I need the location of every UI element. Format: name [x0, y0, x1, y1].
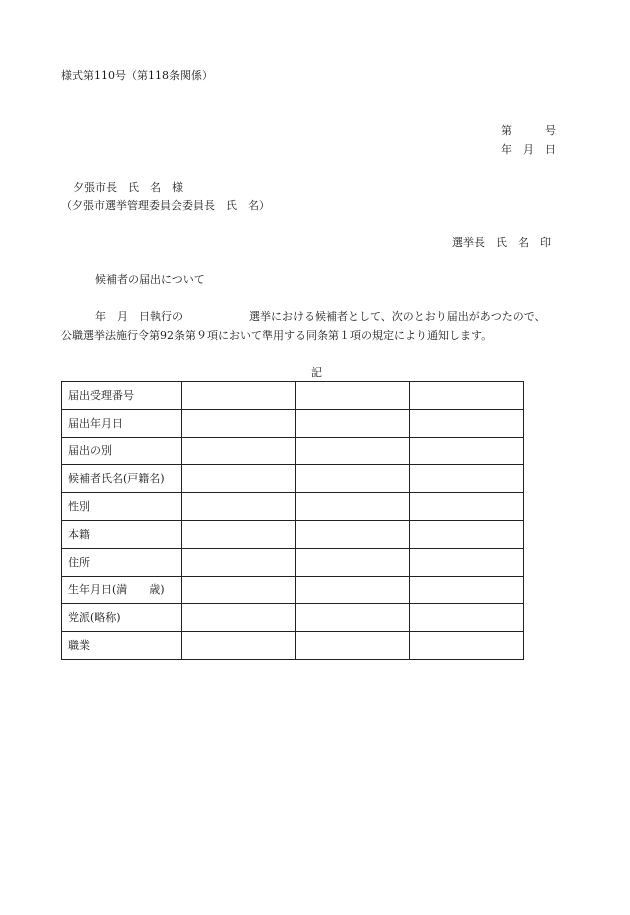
table-row — [62, 520, 524, 548]
body-text-line-2: 公職選挙法施行令第92条第９項において準用する同条第１項の規定により通知します。 — [61, 329, 493, 342]
entry-cell — [182, 493, 296, 521]
entry-cell — [182, 465, 296, 493]
entry-cell — [410, 465, 524, 493]
document-number-line: 第 号 — [501, 124, 556, 137]
table-row — [62, 576, 524, 604]
entry-cell — [296, 409, 410, 437]
sender-election-chief: 選挙長 氏 名 印 — [452, 236, 551, 249]
entry-cell — [296, 465, 410, 493]
form-number: 様式第110号（第118条関係） — [61, 69, 213, 82]
entry-cell — [410, 576, 524, 604]
entry-cell — [296, 520, 410, 548]
entry-cell — [182, 548, 296, 576]
document-subject: 候補者の届出について — [95, 273, 205, 286]
addressee-election-committee: （夕張市選挙管理委員会委員長 氏 名） — [61, 199, 270, 212]
entry-cell — [410, 632, 524, 660]
entry-cell — [410, 437, 524, 465]
entry-cell — [182, 576, 296, 604]
entry-cell — [296, 382, 410, 410]
entry-cell — [296, 576, 410, 604]
entry-cell — [296, 493, 410, 521]
entry-cell — [410, 382, 524, 410]
entry-cell — [410, 520, 524, 548]
table-row — [62, 604, 524, 632]
entry-cell — [410, 493, 524, 521]
row-label: 本籍 — [62, 520, 182, 548]
entry-cell — [410, 604, 524, 632]
entry-cell — [296, 548, 410, 576]
ki-heading: 記 — [311, 366, 322, 379]
table-row — [62, 382, 524, 410]
document-date-line: 年 月 日 — [501, 143, 556, 156]
entry-cell — [182, 632, 296, 660]
table-row — [62, 409, 524, 437]
table-row — [62, 465, 524, 493]
entry-cell — [182, 604, 296, 632]
row-label: 届出の別 — [62, 437, 182, 465]
row-label: 候補者氏名(戸籍名) — [62, 465, 182, 493]
table-row — [62, 548, 524, 576]
entry-cell — [410, 548, 524, 576]
row-label: 住所 — [62, 548, 182, 576]
entry-cell — [182, 409, 296, 437]
row-label: 性別 — [62, 493, 182, 521]
entry-cell — [296, 437, 410, 465]
table-row — [62, 437, 524, 465]
entry-cell — [410, 409, 524, 437]
table-row — [62, 493, 524, 521]
entry-cell — [296, 632, 410, 660]
row-label: 届出受理番号 — [62, 382, 182, 410]
entry-cell — [182, 437, 296, 465]
entry-cell — [182, 520, 296, 548]
row-label: 生年月日(満 歳) — [62, 576, 182, 604]
row-label: 職業 — [62, 632, 182, 660]
body-text-line-1: 年 月 日執行の 選挙における候補者として、次のとおり届出があつたので、 — [95, 310, 546, 323]
table-row — [62, 632, 524, 660]
entry-cell — [296, 604, 410, 632]
addressee-mayor: 夕張市長 氏 名 様 — [73, 181, 183, 194]
row-label: 党派(略称) — [62, 604, 182, 632]
candidate-record-table — [61, 381, 524, 660]
row-label: 届出年月日 — [62, 409, 182, 437]
entry-cell — [182, 382, 296, 410]
